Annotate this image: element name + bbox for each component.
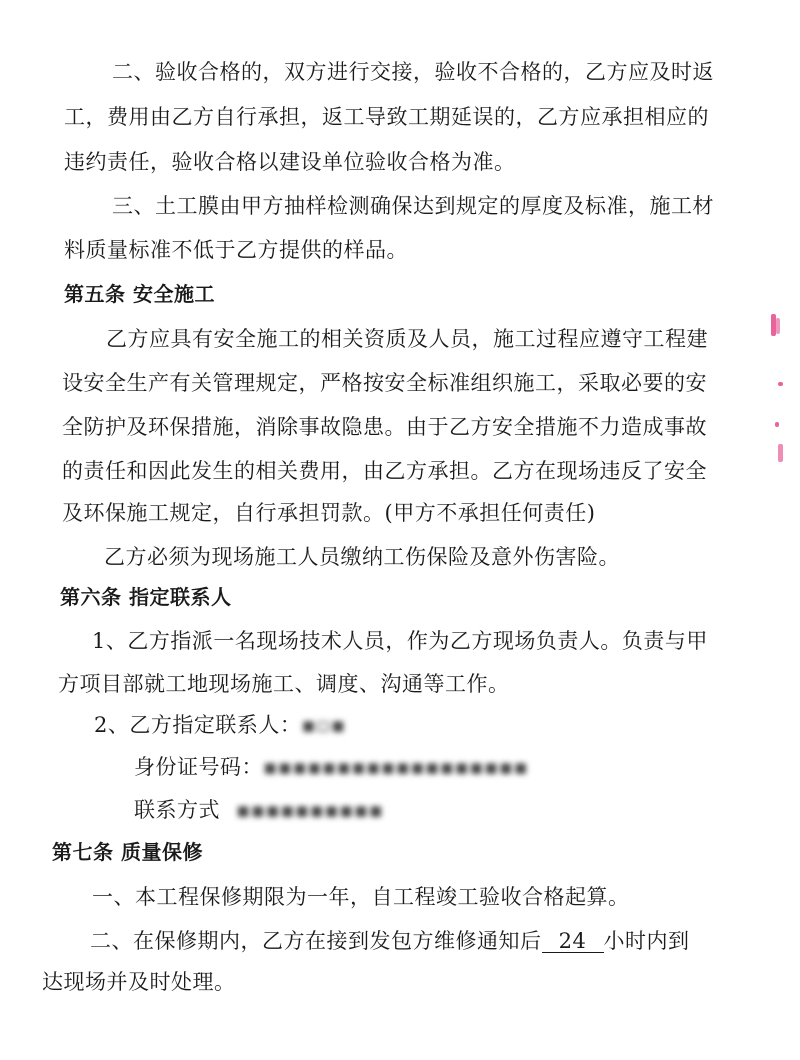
- paragraph-line: 料质量标准不低于乙方提供的样品。: [64, 238, 408, 262]
- maintenance-text-a: 二、在保修期内，乙方在接到发包方维修通知后: [90, 929, 542, 953]
- paragraph-line: 二、验收合格的，双方进行交接，验收不合格的，乙方应及时返: [112, 60, 714, 84]
- paragraph-line: 三、土工膜由甲方抽样检测确保达到规定的厚度及标准，施工材: [112, 194, 714, 218]
- paragraph-line: 乙方必须为现场施工人员缴纳工伤保险及意外伤害险。: [104, 545, 620, 569]
- paragraph-line: 设安全生产有关管理规定，严格按安全标准组织施工，采取必要的安: [62, 371, 707, 395]
- paragraph-line: 及环保施工规定，自行承担罚款。(甲方不承担任何责任): [62, 501, 596, 525]
- stamp-edge-mark: [778, 382, 783, 386]
- contact-person-row: [94, 711, 346, 739]
- paragraph-line: 的责任和因此发生的相关费用，由乙方承担。乙方在现场违反了安全: [62, 459, 707, 483]
- stamp-edge-mark: [776, 318, 780, 334]
- contact-person-value-redacted: ▪▫▪: [301, 713, 346, 737]
- paragraph-line: 一、本工程保修期限为一年，自工程竣工验收合格起算。: [92, 885, 630, 909]
- paragraph-line: 达现场并及时处理。: [42, 970, 236, 994]
- section-heading-5: 第五条 安全施工: [64, 282, 215, 306]
- phone-row: [134, 796, 383, 824]
- stamp-edge-mark: [775, 422, 779, 427]
- response-hours-value: 24: [542, 930, 604, 953]
- contact-person-label: 2、乙方指定联系人：: [94, 713, 302, 737]
- stamp-edge-mark: [778, 444, 783, 462]
- id-number-value-redacted: ▪▪▪▪▪▪▪▪▪▪▪▪▪▪▪▪▪▪: [263, 755, 529, 779]
- section-heading-7: 第七条 质量保修: [52, 840, 203, 864]
- paragraph-line: 工，费用由乙方自行承担，返工导致工期延误的，乙方应承担相应的: [64, 105, 709, 129]
- phone-value-redacted: ▪▪▪▪▪▪▪▪▪▪: [236, 798, 384, 822]
- paragraph-line: 全防护及环保措施，消除事故隐患。由于乙方安全措施不力造成事故: [62, 415, 707, 439]
- maintenance-text-b: 小时内到: [603, 929, 690, 953]
- id-number-label: 身份证号码：: [134, 755, 263, 779]
- paragraph-line: 违约责任，验收合格以建设单位验收合格为准。: [64, 150, 516, 174]
- paragraph-line: 1、乙方指派一名现场技术人员，作为乙方现场负责人。负责与甲: [92, 629, 708, 653]
- paragraph-line: 乙方应具有安全施工的相关资质及人员，施工过程应遵守工程建: [106, 327, 708, 351]
- paragraph-line: 方项目部就工地现场施工、调度、沟通等工作。: [58, 672, 510, 696]
- section-heading-6: 第六条 指定联系人: [60, 585, 232, 609]
- id-number-row: [134, 753, 528, 781]
- phone-label: 联系方式: [134, 798, 220, 822]
- maintenance-line: [90, 927, 690, 955]
